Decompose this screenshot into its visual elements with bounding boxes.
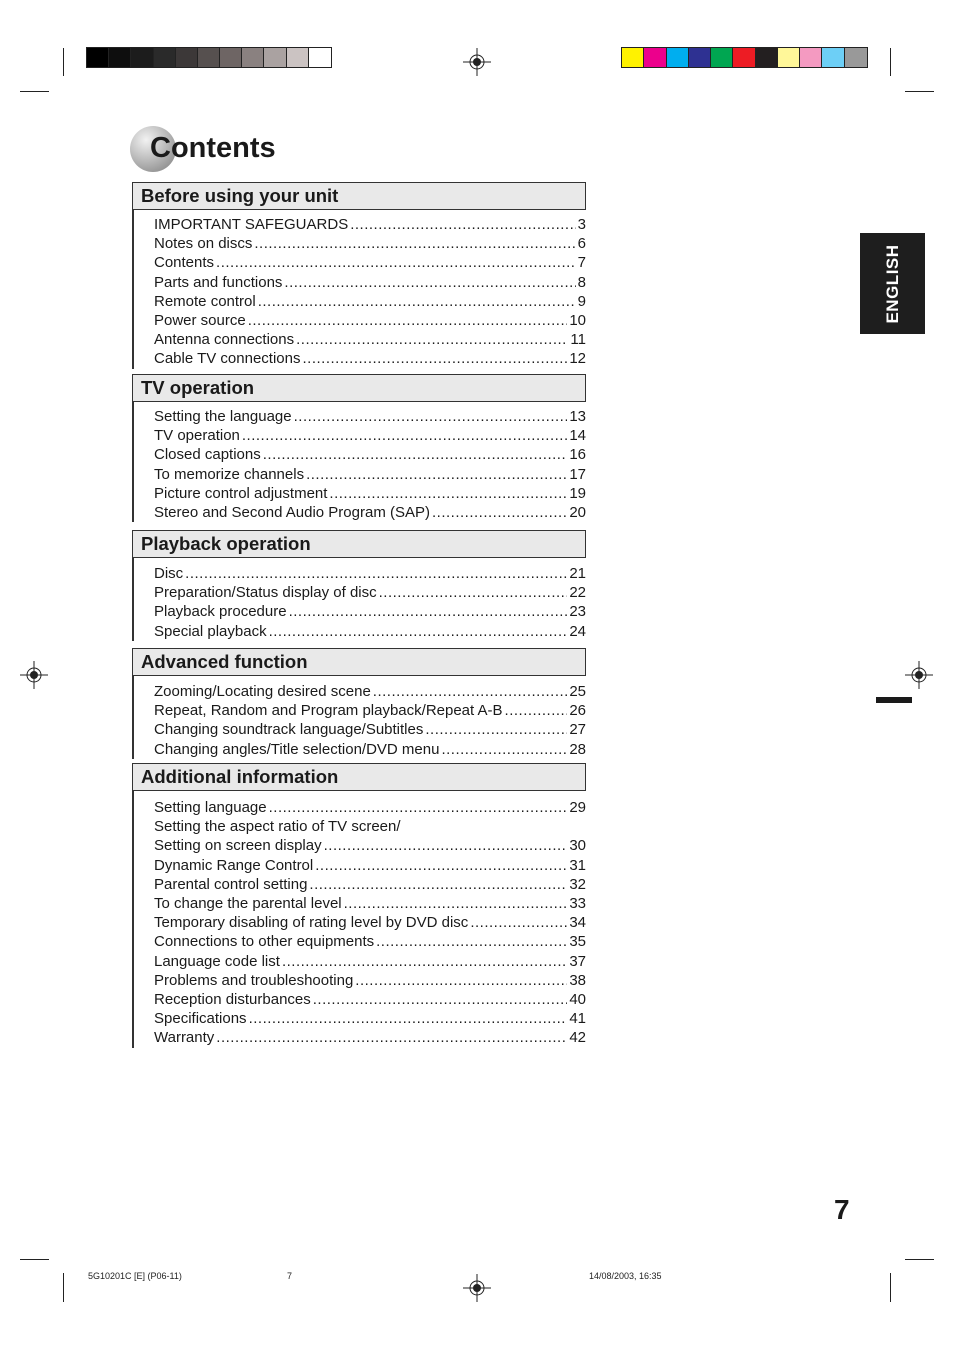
crop-mark: [890, 1273, 891, 1302]
toc-entry-title: Closed captions: [154, 446, 261, 463]
toc-entry-page: 30: [569, 837, 586, 854]
crop-mark: [20, 1259, 49, 1260]
toc-entry[interactable]: [154, 836, 586, 855]
grayscale-calibration-bar: [86, 47, 332, 68]
section-heading-label: Before using your unit: [141, 185, 339, 206]
toc-entry-page: 16: [569, 446, 586, 463]
section-rule: [132, 402, 134, 522]
footer-timestamp: 14/08/2003, 16:35: [589, 1271, 662, 1281]
toc-entry-title: Power source: [154, 312, 246, 329]
toc-entry-title: Warranty: [154, 1029, 215, 1046]
dot-leader: [432, 503, 567, 522]
calibration-swatch: [622, 48, 644, 67]
toc-entry[interactable]: [154, 602, 586, 621]
toc-entry-page: 3: [577, 216, 586, 233]
dot-leader: [302, 349, 567, 368]
toc-entry[interactable]: [154, 330, 586, 349]
section-rule: [132, 210, 134, 369]
toc-entry-title: Stereo and Second Audio Program (SAP): [154, 504, 430, 521]
toc-entry-page: 37: [569, 953, 586, 970]
toc-entry[interactable]: [154, 701, 586, 720]
section-heading-label: Advanced function: [141, 651, 308, 672]
dot-leader: [185, 564, 567, 583]
calibration-swatch: [131, 48, 153, 67]
toc-entry[interactable]: [154, 349, 586, 368]
section-heading-label: Playback operation: [141, 533, 311, 554]
toc-entry-page: 11: [570, 331, 586, 348]
toc-entry[interactable]: [154, 292, 586, 311]
toc-entry-title: Temporary disabling of rating level by DVD disc: [154, 914, 469, 931]
toc-entry-page: 41: [569, 1010, 586, 1027]
dot-leader: [470, 913, 567, 932]
toc-entry-page: 24: [569, 623, 586, 640]
dot-leader: [376, 932, 567, 951]
calibration-swatch: [822, 48, 844, 67]
toc-entry[interactable]: [154, 990, 586, 1009]
dot-leader: [441, 740, 567, 759]
section-rule: [132, 558, 134, 641]
crop-mark: [905, 1259, 934, 1260]
dot-leader: [324, 836, 568, 855]
toc-entry-page: 21: [569, 565, 586, 582]
dot-leader: [373, 682, 568, 701]
calibration-swatch: [198, 48, 220, 67]
dot-leader: [249, 1009, 568, 1028]
toc-entry[interactable]: [154, 273, 586, 292]
toc-entry-page: 7: [577, 254, 586, 271]
section-heading-label: Additional information: [141, 766, 339, 787]
toc-entry-title: Language code list: [154, 953, 280, 970]
toc-entry-title: Changing soundtrack language/Subtitles: [154, 721, 424, 738]
registration-mark-icon: [463, 48, 491, 76]
toc-entry-title: Disc: [154, 565, 184, 582]
toc-entry[interactable]: [154, 720, 586, 739]
crop-mark: [63, 48, 64, 76]
crop-mark: [20, 91, 49, 92]
section-heading: [132, 182, 586, 210]
section-rule: [132, 676, 134, 759]
page-title: Contents: [150, 132, 276, 164]
toc-entry-title: Connections to other equipments: [154, 933, 375, 950]
toc-entry-title: Specifications: [154, 1010, 247, 1027]
toc-entry[interactable]: [154, 215, 586, 234]
toc-entry[interactable]: [154, 445, 586, 464]
toc-entry-page: 14: [569, 427, 586, 444]
toc-entry-title: IMPORTANT SAFEGUARDS: [154, 216, 349, 233]
crop-mark: [890, 48, 891, 76]
dot-leader: [296, 330, 568, 349]
section-heading: [132, 530, 586, 558]
toc-entry-title: Playback procedure: [154, 603, 287, 620]
section-heading-label: TV operation: [141, 377, 255, 398]
toc-entry-page: 35: [569, 933, 586, 950]
toc-entry[interactable]: [154, 971, 586, 990]
toc-entry[interactable]: [154, 740, 586, 759]
calibration-swatch: [109, 48, 131, 67]
toc-entry-page: 31: [569, 857, 586, 874]
registration-mark-icon: [463, 1274, 491, 1302]
toc-entry[interactable]: [154, 894, 586, 913]
calibration-swatch: [242, 48, 264, 67]
toc-entry[interactable]: [154, 583, 586, 602]
dot-leader: [269, 622, 568, 641]
toc-entry[interactable]: [154, 913, 586, 932]
section-heading: [132, 374, 586, 402]
dot-leader: [350, 215, 575, 234]
registration-mark-icon: [905, 661, 933, 689]
dot-leader: [216, 1028, 567, 1047]
toc-entry-title: Setting on screen display: [154, 837, 322, 854]
toc-entry-page: 23: [569, 603, 586, 620]
dot-leader: [248, 311, 568, 330]
toc-entry-page: 19: [569, 485, 586, 502]
toc-entry[interactable]: [154, 253, 586, 272]
dot-leader: [313, 990, 568, 1009]
toc-entry-title: Problems and troubleshooting: [154, 972, 354, 989]
toc-entry-title: Antenna connections: [154, 331, 295, 348]
toc-entry-title: Setting the language: [154, 408, 292, 425]
color-calibration-bar: [621, 47, 868, 68]
calibration-swatch: [154, 48, 176, 67]
calibration-swatch: [87, 48, 109, 67]
toc-entry[interactable]: [154, 234, 586, 253]
toc-entry-title: Dynamic Range Control: [154, 857, 314, 874]
toc-entry[interactable]: [154, 622, 586, 641]
calibration-swatch: [778, 48, 800, 67]
calibration-swatch: [800, 48, 822, 67]
dot-leader: [289, 602, 568, 621]
side-marker: [876, 697, 912, 703]
toc-entry-page: 20: [569, 504, 586, 521]
toc-entry-title: Repeat, Random and Program playback/Repeat A-B: [154, 702, 503, 719]
calibration-swatch: [711, 48, 733, 67]
dot-leader: [425, 720, 567, 739]
section-heading: [132, 648, 586, 676]
toc-entry-page: 10: [569, 312, 586, 329]
dot-leader: [263, 445, 568, 464]
toc-entry[interactable]: [154, 682, 586, 701]
toc-entry-page: 27: [569, 721, 586, 738]
toc-entry-page: 38: [569, 972, 586, 989]
dot-leader: [329, 484, 567, 503]
crop-mark: [905, 91, 934, 92]
toc-entry-page: 13: [569, 408, 586, 425]
toc-entry[interactable]: [154, 1009, 586, 1028]
toc-entry-title: Changing angles/Title selection/DVD menu: [154, 741, 440, 758]
toc-entry[interactable]: [154, 503, 586, 522]
calibration-swatch: [287, 48, 309, 67]
dot-leader: [306, 465, 567, 484]
dot-leader: [284, 273, 575, 292]
toc-entry-page: 33: [569, 895, 586, 912]
toc-entry-title: To memorize channels: [154, 466, 305, 483]
toc-entry-title: Notes on discs: [154, 235, 253, 252]
calibration-swatch: [667, 48, 689, 67]
toc-entry-title: Setting language: [154, 799, 267, 816]
dot-leader: [355, 971, 567, 990]
toc-entry-title: Special playback: [154, 623, 267, 640]
dot-leader: [216, 253, 576, 272]
toc-entry[interactable]: [154, 311, 586, 330]
toc-entry-title: Contents: [154, 254, 215, 271]
toc-entry-page: 40: [569, 991, 586, 1008]
toc-entry-title: Cable TV connections: [154, 350, 301, 367]
toc-entry[interactable]: [154, 875, 586, 894]
dot-leader: [254, 234, 575, 253]
toc-entry[interactable]: [154, 817, 586, 836]
toc-entry[interactable]: [154, 1028, 586, 1047]
registration-mark-icon: [20, 661, 48, 689]
language-tab: [860, 233, 925, 334]
toc-entry-title: TV operation: [154, 427, 240, 444]
toc-entry[interactable]: [154, 484, 586, 503]
toc-entry-title: Remote control: [154, 293, 256, 310]
toc-entry-page: 29: [569, 799, 586, 816]
toc-entry-title: Setting the aspect ratio of TV screen/: [154, 818, 401, 835]
calibration-swatch: [733, 48, 755, 67]
toc-entry-page: 22: [569, 584, 586, 601]
page-number: 7: [834, 1194, 850, 1225]
toc-entry[interactable]: [154, 798, 586, 817]
toc-entry-page: 34: [569, 914, 586, 931]
toc-entry-page: 42: [569, 1029, 586, 1046]
dot-leader: [315, 856, 567, 875]
toc-entry-page: 17: [569, 466, 586, 483]
toc-entry-page: 26: [569, 702, 586, 719]
dot-leader: [309, 875, 567, 894]
section-heading: [132, 763, 586, 791]
crop-mark: [63, 1273, 64, 1302]
toc-entry-title: Reception disturbances: [154, 991, 311, 1008]
calibration-swatch: [309, 48, 331, 67]
dot-leader: [379, 583, 568, 602]
dot-leader: [258, 292, 576, 311]
calibration-swatch: [220, 48, 242, 67]
toc-entry-page: 9: [577, 293, 586, 310]
dot-leader: [294, 407, 568, 426]
toc-entry[interactable]: [154, 952, 586, 971]
calibration-swatch: [264, 48, 286, 67]
section-rule: [132, 791, 134, 1048]
dot-leader: [505, 701, 568, 720]
calibration-swatch: [845, 48, 867, 67]
toc-entry[interactable]: [154, 932, 586, 951]
toc-entry-page: 28: [569, 741, 586, 758]
toc-entry-title: Parts and functions: [154, 274, 283, 291]
dot-leader: [269, 798, 568, 817]
toc-entry-title: Picture control adjustment: [154, 485, 328, 502]
toc-entry-page: 12: [569, 350, 586, 367]
toc-entry[interactable]: [154, 465, 586, 484]
toc-entry-page: 32: [569, 876, 586, 893]
calibration-swatch: [689, 48, 711, 67]
footer-sheet-number: 7: [287, 1271, 293, 1281]
toc-entry-page: 25: [569, 683, 586, 700]
footer-file-code: 5G10201C [E] (P06-11): [88, 1271, 182, 1281]
toc-entry[interactable]: [154, 426, 586, 445]
toc-entry-page: 8: [577, 274, 586, 291]
calibration-swatch: [756, 48, 778, 67]
calibration-swatch: [644, 48, 666, 67]
toc-entry-title: Preparation/Status display of disc: [154, 584, 377, 601]
toc-entry[interactable]: [154, 856, 586, 875]
calibration-swatch: [176, 48, 198, 67]
toc-entry-page: 6: [577, 235, 586, 252]
toc-entry-title: Parental control setting: [154, 876, 308, 893]
toc-entry-title: Zooming/Locating desired scene: [154, 683, 371, 700]
dot-leader: [344, 894, 568, 913]
toc-entry-title: To change the parental level: [154, 895, 342, 912]
dot-leader: [282, 952, 567, 971]
dot-leader: [242, 426, 567, 445]
language-tab-label: ENGLISH: [882, 243, 902, 324]
toc-entry[interactable]: [154, 564, 586, 583]
toc-entry[interactable]: [154, 407, 586, 426]
